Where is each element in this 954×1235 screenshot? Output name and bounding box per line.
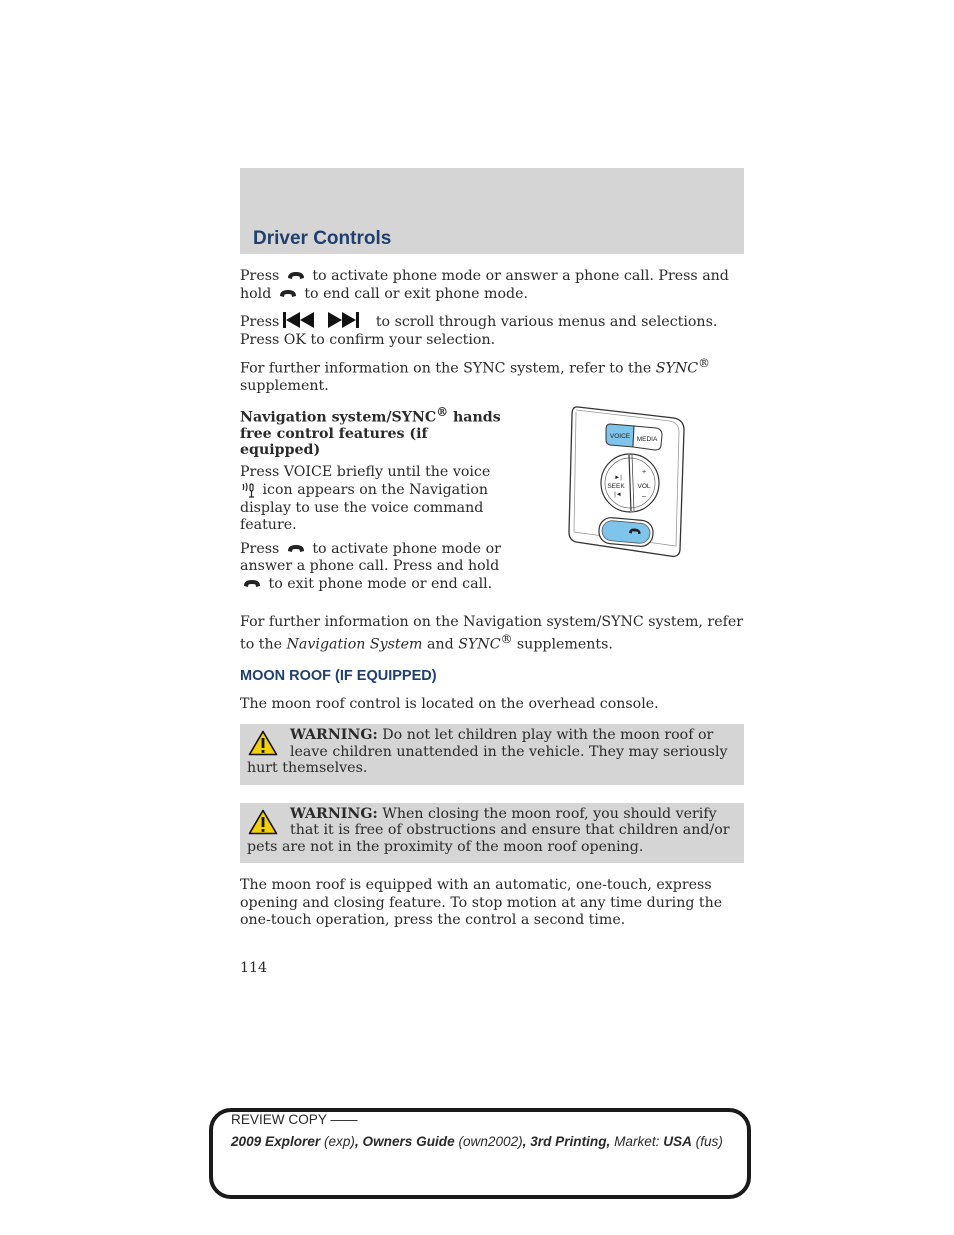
warning-label: WARNING:	[290, 727, 378, 744]
scroll-menus-paragraph: Press to scroll through various menus and selections. Press OK to confirm your selection.	[240, 311, 744, 349]
moon-roof-intro: The moon roof control is located on the overhead console.	[240, 695, 659, 712]
page-content	[240, 268, 744, 930]
warning-label: WARNING:	[290, 805, 378, 822]
warning-triangle-icon	[248, 809, 278, 835]
phone-button	[598, 516, 654, 547]
nav-sync-heading: Navigation system/SYNC® hands free control features (if equipped)	[240, 404, 501, 459]
warning-text: When closing the moon roof, you should verify that it is free of obstructions and ensure that children and/or pets are not in the proximity of the moon roof opening.	[247, 805, 730, 855]
vol-label: VOL	[637, 482, 651, 490]
media-button	[633, 426, 662, 450]
sync-info-paragraph: For further information on the SYNC system, refer to the SYNC® supplement.	[240, 356, 710, 395]
nav-phone-paragraph: Press to activate phone mode or answer a phone call. Press and hold to exit phone mode or end call.	[240, 540, 501, 592]
footer-publication-info: 2009 Explorer (exp), Owners Guide (own2002), 3rd Printing, Market: USA (fus)	[231, 1134, 723, 1149]
svg-text:►|: ►|	[614, 474, 622, 481]
page-number: 114	[240, 960, 268, 976]
phone-handset-icon	[279, 289, 297, 299]
phone-handset-icon	[287, 271, 305, 281]
moon-roof-express-paragraph: The moon roof is equipped with an automatic, one-touch, express opening and closing feature. To stop motion at any time during the one-touch operation, press the control a second time.	[240, 877, 723, 929]
warning-triangle-icon	[248, 730, 278, 756]
voice-paragraph: Press VOICE briefly until the voice icon appears on the Navigation display to use the voice command feature.	[240, 463, 491, 534]
moon-roof-heading: MOON ROOF (IF EQUIPPED)	[240, 668, 437, 685]
section-title: Driver Controls	[253, 228, 392, 249]
review-copy-label: REVIEW COPY ——	[231, 1112, 358, 1127]
nav-info-paragraph: For further information on the Navigation system/SYNC system, refer to the Navigation System and SYNC® supplements.	[240, 613, 744, 653]
nav-sync-text	[240, 404, 502, 594]
svg-text:|◄: |◄	[614, 491, 622, 498]
warning-text: Do not let children play with the moon roof or leave children unattended in the vehicle. They may seriously hurt themselves.	[247, 727, 728, 777]
voice-icon	[241, 481, 257, 498]
phone-mode-paragraph: Press to activate phone mode or answer a phone call. Press and hold to end call or exit phone mode.	[240, 268, 729, 302]
phone-handset-icon	[287, 544, 305, 554]
header-band	[240, 168, 744, 254]
svg-text:+: +	[641, 468, 647, 476]
seek-volume-dial	[601, 454, 659, 512]
review-copy-footer	[209, 1108, 751, 1199]
seek-arrows-icon	[281, 311, 365, 329]
seek-label: SEEK	[607, 482, 625, 490]
warning-box-2	[240, 803, 744, 864]
steering-wheel-control-illustration	[566, 404, 688, 560]
voice-label: VOICE	[609, 432, 631, 440]
svg-text:–: –	[642, 492, 646, 500]
media-label: MEDIA	[636, 435, 658, 443]
voice-button	[606, 424, 634, 447]
phone-handset-icon	[243, 579, 261, 589]
nav-sync-section	[240, 404, 744, 614]
warning-box-1	[240, 724, 744, 785]
